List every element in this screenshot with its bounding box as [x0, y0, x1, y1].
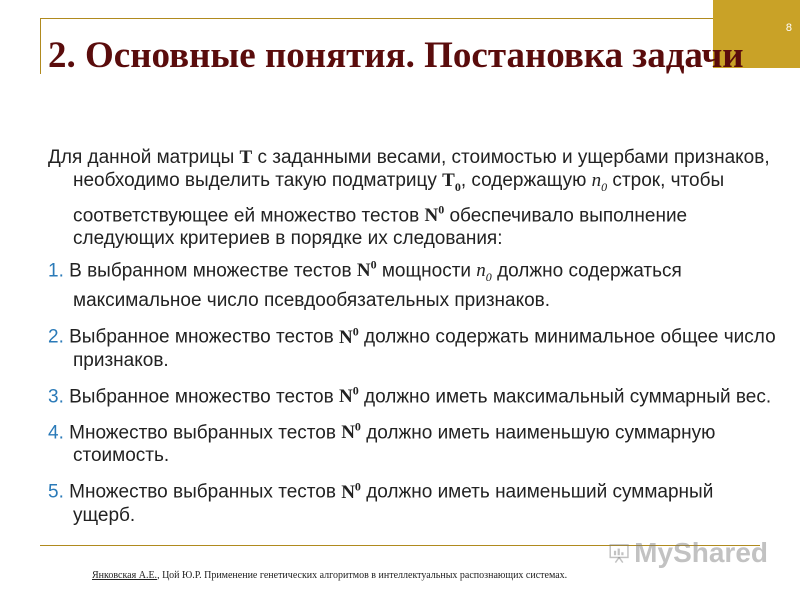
criterion-text: должно содержаться максимальное число псевдообязательных признаков. — [73, 260, 682, 312]
intro-text-2: с заданными весами, стоимостью и ущербами признаков, необходимо выделить такую подматрицу — [73, 147, 770, 191]
intro-text-5: обеспечивало выполнение следующих критериев в порядке их следования: — [73, 205, 688, 250]
criterion-number: 3. — [48, 385, 64, 407]
criterion-text: мощности — [376, 260, 477, 282]
criterion-text: Выбранное множество тестов — [63, 326, 339, 348]
test-set-sup: 0 — [352, 383, 359, 398]
intro-paragraph — [48, 146, 778, 250]
test-set-sup: 0 — [370, 258, 377, 273]
criterion-number: 1. — [48, 260, 64, 282]
criterion-text: должно иметь наименьшую суммарную стоимость. — [73, 422, 716, 467]
row-count-sub: 0 — [485, 270, 492, 285]
slide-number: 8 — [785, 22, 792, 34]
row-count-symbol — [591, 170, 608, 194]
footer-text: , Цой Ю.Р. Применение генетических алгоритмов в интеллектуальных распознающих системах. — [157, 570, 568, 581]
test-set-symbol — [357, 260, 377, 281]
criterion-text: Множество выбранных тестов — [63, 481, 342, 503]
criterion-3 — [48, 380, 778, 408]
criterion-text: В выбранном множестве тестов — [63, 260, 357, 282]
matrix-symbol: T — [239, 147, 253, 168]
slide-title: 2. Основные понятия. Постановка задачи — [48, 35, 744, 76]
row-count-symbol — [476, 260, 492, 285]
criterion-5 — [48, 475, 778, 526]
criterion-number: 2. — [48, 326, 64, 348]
footer-author-link[interactable]: Янковская А.Е. — [92, 570, 158, 581]
test-set-sup: 0 — [354, 419, 361, 434]
submatrix-symbol — [442, 170, 461, 194]
criterion-number: 5. — [48, 481, 64, 503]
test-set-symbol — [424, 202, 445, 227]
intro-text-1: Для данной матрицы — [48, 147, 240, 168]
criterion-text: должно содержать минимальное общее число признаков. — [73, 326, 776, 371]
criterion-2 — [48, 320, 778, 371]
criterion-1 — [48, 254, 778, 312]
test-set-base: N — [338, 326, 353, 348]
slide-body — [48, 146, 778, 535]
test-set-symbol — [338, 383, 359, 407]
submatrix-base: T — [442, 170, 455, 191]
row-count-base: n — [476, 260, 486, 282]
test-set-base: N — [341, 422, 355, 444]
test-set-base: N — [356, 260, 371, 282]
test-set-base: N — [338, 385, 353, 407]
test-set-sup: 0 — [352, 324, 359, 339]
criterion-text: Множество выбранных тестов — [63, 422, 342, 444]
submatrix-sub: 0 — [454, 179, 461, 194]
watermark — [608, 536, 768, 570]
criterion-text: должно иметь максимальный суммарный вес. — [358, 385, 772, 407]
row-count-sub: 0 — [601, 179, 608, 194]
criterion-number: 4. — [48, 422, 64, 444]
test-set-symbol — [341, 479, 361, 503]
intro-text-3: , содержащую — [460, 170, 592, 191]
title-rule-vertical — [40, 18, 41, 74]
chart-board-icon — [608, 538, 630, 568]
test-set-sup: 0 — [354, 479, 361, 494]
test-set-symbol — [341, 419, 361, 444]
criterion-text: Выбранное множество тестов — [63, 385, 339, 407]
watermark-text: MyShared — [634, 537, 768, 568]
footer-citation — [92, 570, 732, 581]
test-set-base: N — [341, 481, 355, 503]
test-set-sup: 0 — [438, 202, 445, 217]
title-rule-horizontal — [40, 18, 713, 19]
row-count-base: n — [591, 170, 602, 191]
criterion-4 — [48, 416, 778, 467]
test-set-base: N — [424, 205, 439, 227]
intro-text-4: строк, чтобы соответствующее ей множество тестов — [73, 170, 725, 227]
test-set-symbol — [338, 324, 359, 348]
criterion-text: должно иметь наименьший суммарный ущерб. — [73, 481, 714, 526]
